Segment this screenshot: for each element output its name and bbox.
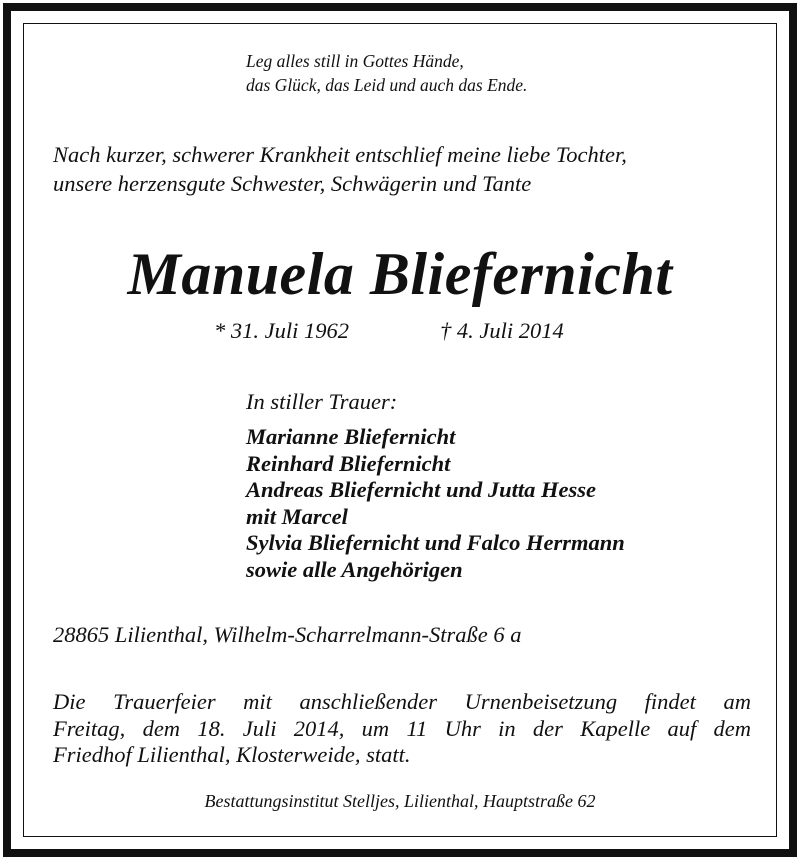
mourner-name: sowie alle Angehörigen: [246, 556, 463, 582]
mourner-name: mit Marcel: [246, 503, 348, 529]
mourner-name: Reinhard Bliefernicht: [246, 450, 451, 476]
mourners-list: [246, 424, 625, 583]
death-date: † 4. Juli 2014: [440, 318, 564, 343]
intro-text: [53, 140, 627, 198]
mourning-label: In stiller Trauer:: [246, 389, 398, 414]
ceremony-line-2: Freitag, dem 18. Juli 2014, um 11 Uhr in der Kapelle auf dem: [53, 715, 751, 741]
family-address: 28865 Lilienthal, Wilhelm-Scharrelmann-Straße 6 a: [53, 622, 522, 647]
deceased-name: Manuela Bliefernicht: [127, 241, 673, 307]
ceremony-line-1: Die Trauerfeier mit anschließender Urnenbeisetzung findet am: [53, 689, 751, 714]
intro-line-2: unsere herzensgute Schwester, Schwägerin und Tante: [53, 171, 532, 196]
verse-block: [246, 49, 527, 97]
birth-date: * 31. Juli 1962: [214, 318, 349, 343]
mourner-name: Andreas Bliefernicht und Jutta Hesse: [246, 477, 597, 502]
funeral-home: Bestattungsinstitut Stelljes, Lilienthal, Hauptstraße 62: [204, 791, 596, 811]
mourner-name: Marianne Bliefernicht: [246, 424, 456, 449]
intro-line-1: Nach kurzer, schwerer Krankheit entschlief meine liebe Tochter,: [53, 142, 627, 167]
verse-line-1: Leg alles still in Gottes Hände,: [246, 51, 464, 71]
ceremony-notice: [53, 689, 751, 769]
mourner-name: Sylvia Bliefernicht und Falco Herrmann: [246, 530, 625, 555]
verse-line-2: das Glück, das Leid und auch das Ende.: [246, 75, 528, 95]
ceremony-line-3: Friedhof Lilienthal, Klosterweide, statt.: [53, 742, 411, 767]
